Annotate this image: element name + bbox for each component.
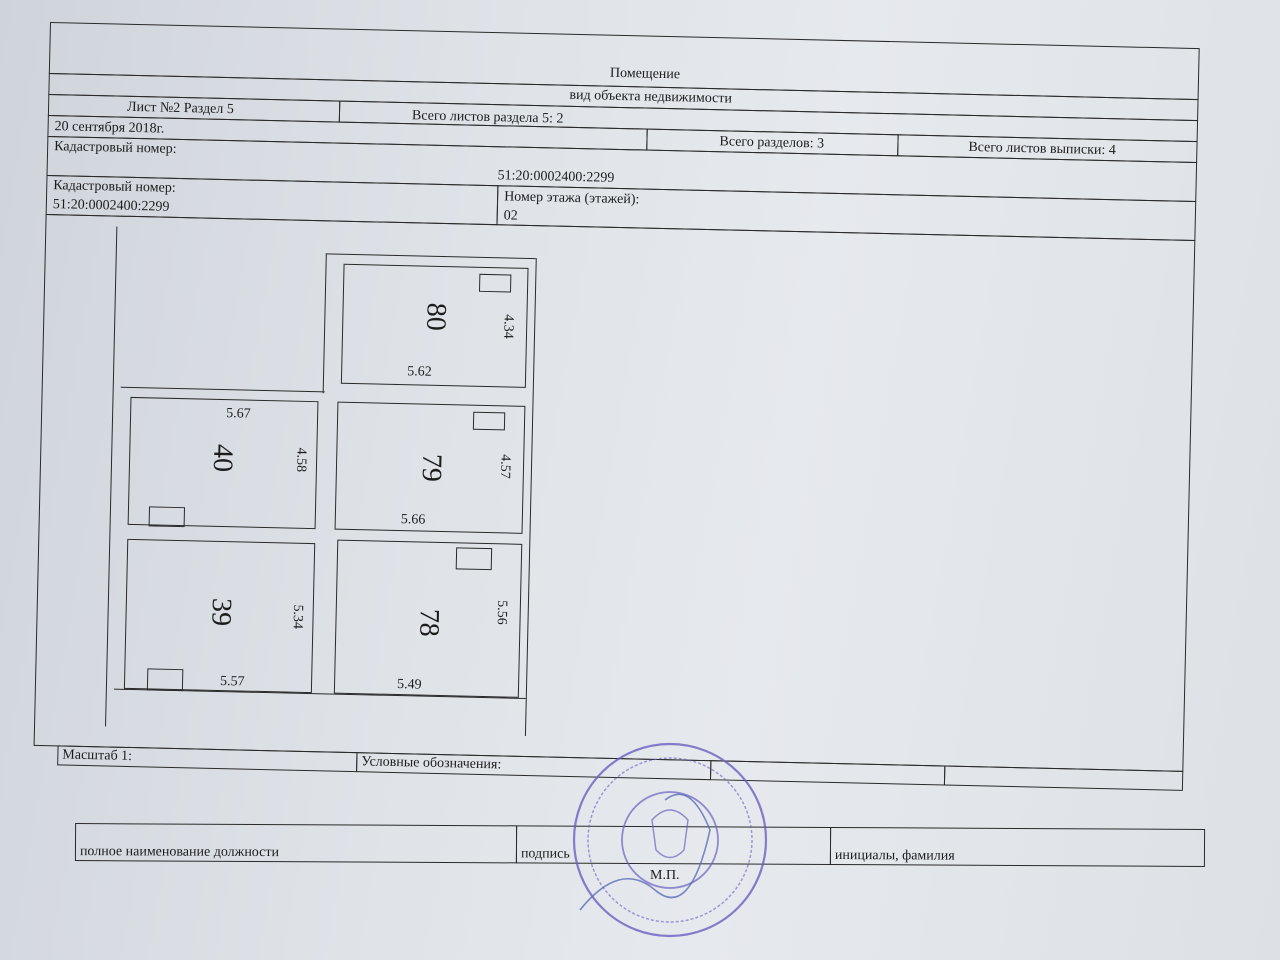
total-sheets-section: Всего листов раздела 5: 2 xyxy=(411,108,564,127)
room-80-number: 80 xyxy=(420,302,452,332)
cadastral-label: Кадастровый номер: xyxy=(54,139,177,157)
room-80 xyxy=(341,264,529,388)
room-79-riser xyxy=(473,412,505,431)
official-seal-stamp xyxy=(560,740,770,940)
legend-label: Условные обозначения: xyxy=(361,754,502,773)
position-cell xyxy=(75,823,517,863)
building-outline-topleft xyxy=(323,253,327,393)
room-39-number: 39 xyxy=(205,597,237,627)
building-outline-top xyxy=(326,253,536,259)
room-78-riser xyxy=(456,547,492,570)
cadastral-value: 51:20:0002400:2299 xyxy=(497,168,615,186)
floor-plan xyxy=(105,227,536,746)
cadastral-label-2: Кадастровый номер: xyxy=(53,178,176,196)
room-39-riser xyxy=(147,668,183,691)
floor-plan-area xyxy=(34,214,1196,772)
seal-label: М.П. xyxy=(650,868,680,883)
room-79-height: 4.57 xyxy=(497,454,513,479)
extract-sheet xyxy=(33,22,1204,788)
room-78-height: 5.56 xyxy=(493,599,510,625)
object-kind-label: вид объекта недвижимости xyxy=(569,87,733,107)
name-cell xyxy=(830,827,1205,867)
room-78-width: 5.49 xyxy=(396,677,422,693)
floor-label: Номер этажа (этажей): xyxy=(503,189,640,208)
room-79-width: 5.66 xyxy=(400,512,426,528)
room-40-number: 40 xyxy=(206,443,239,473)
room-40-riser xyxy=(149,506,185,527)
room-40 xyxy=(128,397,319,529)
room-39-width: 5.57 xyxy=(219,674,245,690)
legend-cell-3 xyxy=(944,765,1183,790)
building-outline-left xyxy=(105,227,117,727)
room-79 xyxy=(335,402,526,534)
signature-label: подпись xyxy=(520,846,570,862)
room-78-number: 78 xyxy=(413,608,445,638)
scale-label: Масштаб 1: xyxy=(62,747,133,765)
room-78 xyxy=(334,540,522,698)
room-39 xyxy=(124,539,315,693)
room-39-height: 5.34 xyxy=(289,604,306,630)
building-outline-mid xyxy=(121,387,325,393)
room-80-riser xyxy=(479,274,511,293)
total-sheets-extract: Всего листов выписки: 4 xyxy=(968,139,1116,159)
room-79-number: 79 xyxy=(415,453,448,483)
position-label: полное наименование должности xyxy=(79,844,280,861)
room-40-height: 4.58 xyxy=(293,447,309,473)
room-40-width: 5.67 xyxy=(225,406,251,422)
room-80-width: 5.62 xyxy=(406,364,432,380)
sheet-label: Лист №2 Раздел 5 xyxy=(126,99,235,118)
room-80-height: 4.34 xyxy=(500,314,516,339)
total-sections: Всего разделов: 3 xyxy=(719,134,825,152)
date-text: 20 сентября 2018г. xyxy=(54,119,165,137)
object-type: Помещение xyxy=(609,65,681,83)
cadastral-value-2: 51:20:0002400:2299 xyxy=(52,197,170,215)
name-label: инициалы, фамилия xyxy=(834,848,955,864)
floor-value: 02 xyxy=(503,208,518,224)
